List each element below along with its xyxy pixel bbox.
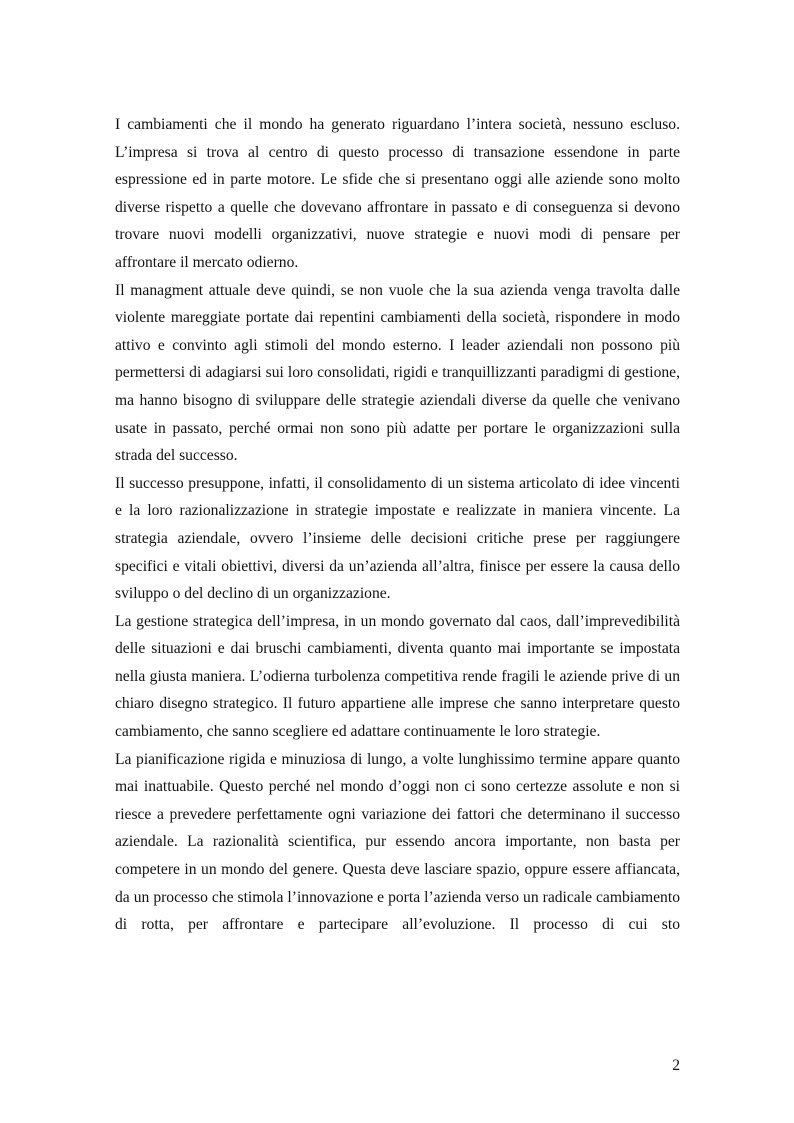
paragraph-5: La pianificazione rigida e minuziosa di lungo, a volte lunghissimo termine appare quanto mai inattuabile. Questo perché nel mondo d’oggi non ci sono certezze assolute e non si riesce a prevedere perfettamente ogni variazione dei fattori che determinano il successo aziendale. La razionalità scientifica, pur essendo ancora importante, non basta per competere in un mondo del genere. Questa deve lasciare spazio, oppure essere affiancata, da un processo che stimola l’innovazione e porta l’azienda verso un radicale cambiamento di rotta, per affrontare e partecipare all’evoluzione. Il processo di cui sto bbox=[115, 750, 680, 934]
paragraph-2: Il managment attuale deve quindi, se non vuole che la sua azienda venga travolta dalle violente mareggiate portate dai repentini cambiamenti della società, rispondere in modo attivo e convinto agli stimoli del mondo esterno. I leader aziendali non possono più permettersi di adagiarsi sui loro consolidati, rigidi e tranquillizzanti paradigmi di gestione, ma hanno bisogno di sviluppare delle strategie aziendali diverse da quelle che venivano usate in passato, perché ormai non sono più adatte per portare le organizzazioni sulla strada del successo. bbox=[115, 281, 680, 465]
paragraph-4: La gestione strategica dell’impresa, in un mondo governato dal caos, dall’imprevedibilità delle situazioni e dai bruschi cambiamenti, diventa quanto mai importante se impostata nella giusta maniera. L’odierna turbolenza competitiva rende fragili le aziende prive di un chiaro disegno strategico. Il futuro appartiene alle imprese che sanno interpretare questo cambiamento, che sanno scegliere ed adattare continuamente le loro strategie. bbox=[115, 612, 680, 741]
body-text bbox=[115, 111, 680, 939]
paragraph-3: Il successo presuppone, infatti, il consolidamento di un sistema articolato di idee vincenti e la loro razionalizzazione in strategie impostate e realizzate in maniera vincente. La strategia aziendale, ovvero l’insieme delle decisioni critiche prese per raggiungere specifici e vitali obiettivi, diversi da un’azienda all’altra, finisce per essere la causa dello sviluppo o del declino di un organizzazione. bbox=[115, 474, 680, 603]
paragraph-1: I cambiamenti che il mondo ha generato riguardano l’intera società, nessuno escluso. L’impresa si trova al centro di questo processo di transazione essendone in parte espressione ed in parte motore. Le sfide che si presentano oggi alle aziende sono molto diverse rispetto a quelle che dovevano affrontare in passato e di conseguenza si devono trovare nuovi modelli organizzativi, nuove strategie e nuovi modi di pensare per affrontare il mercato odierno. bbox=[115, 116, 680, 271]
page-number: 2 bbox=[672, 1057, 680, 1074]
